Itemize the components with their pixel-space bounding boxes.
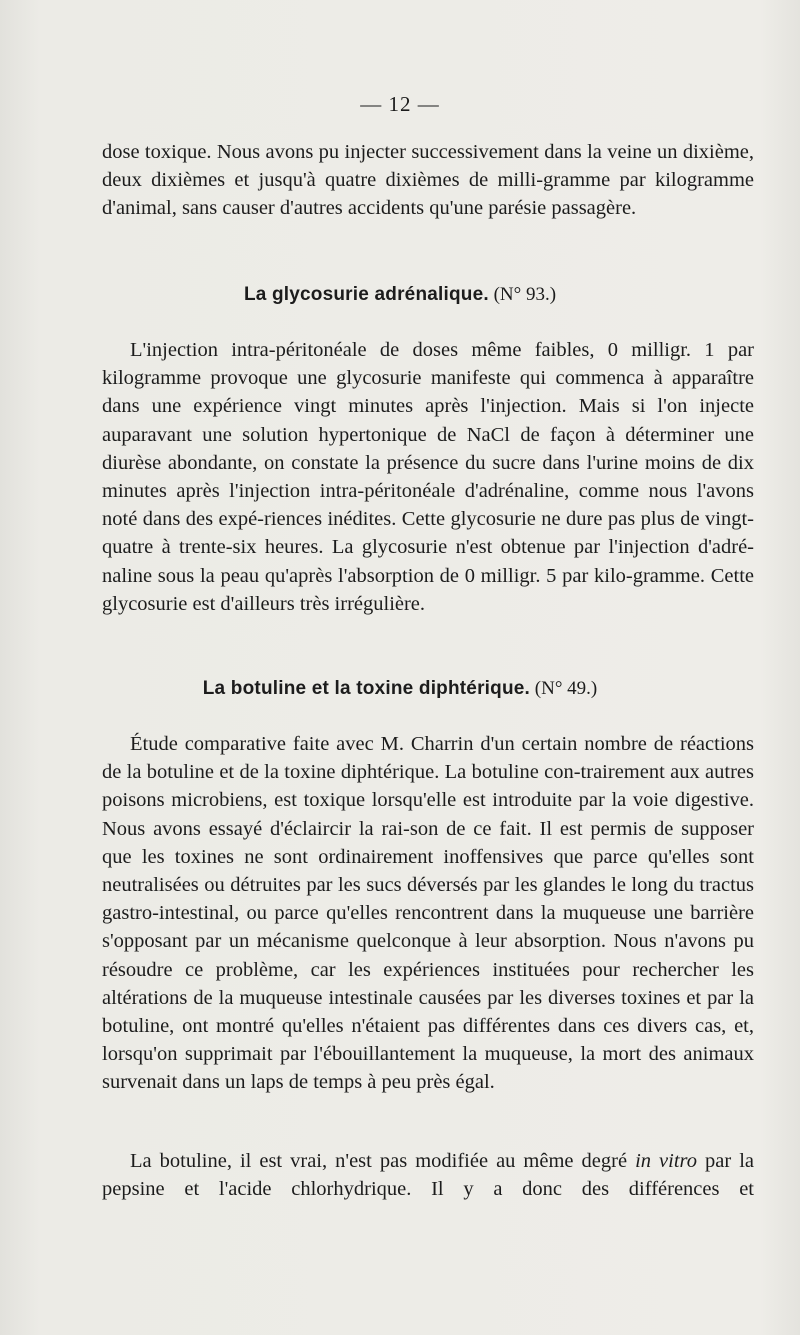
paragraph-dose-toxique: dose toxique. Nous avons pu injecter successivement dans la veine un dixième, deux dixièmes et jusqu'à quatre dixièmes de milli-gramme par kilogramme d'animal, sans causer d'autres accidents qu'une parésie passagère. bbox=[102, 141, 754, 220]
paragraph-glycosurie: L'injection intra-péritonéale de doses même faibles, 0 milligr. 1 par kilogramme provoque une glycosurie manifeste qui commenca à apparaître dans une expérience vingt minutes après l'injection. Mais si l'on injecte auparavant une solution hypertonique de NaCl de façon à déterminer une diurèse abondante, on constate la présence du sucre dans l'urine moins de dix minutes après l'injection intra-péritonéale d'adrénaline, comme nous l'avons noté dans des expé-riences inédites. Cette glycosurie ne dure pas plus de vingt-quatre à trente-six heures. La glycosurie n'est obtenue par l'injection d'adré-naline sous la peau qu'après l'absorption de 0 milligr. 5 par kilo-gramme. Cette glycosurie est d'ailleurs très irrégulière. bbox=[102, 339, 754, 615]
section-reference: (N° 49.) bbox=[534, 678, 598, 699]
paragraph-botuline-continued bbox=[102, 1147, 754, 1203]
italic-phrase: in vitro bbox=[635, 1150, 697, 1172]
section-title: La glycosurie adrénalique. bbox=[243, 284, 489, 305]
section-heading-botuline bbox=[0, 678, 800, 700]
section-reference: (N° 93.) bbox=[493, 284, 557, 305]
section-heading-glycosurie bbox=[0, 284, 800, 306]
section-title: La botuline et la toxine diphtérique. bbox=[202, 678, 531, 699]
paragraph-text: La botuline, il est vrai, n'est pas modifiée au même degré bbox=[130, 1150, 628, 1172]
page-number: — 12 — bbox=[360, 92, 440, 116]
paragraph-botuline: Étude comparative faite avec M. Charrin d'un certain nombre de réactions de la botuline et de la toxine diphtérique. La botuline con-trairement aux autres poisons microbiens, est toxique lorsqu'elle est introduite par la voie digestive. Nous avons essayé d'éclaircir la rai-son de ce fait. Il est permis de supposer que les toxines ne sont ordinairement inoffensives que parce qu'elles sont neutralisées ou détruites par les sucs déversés par les glandes le long du tractus gastro-intestinal, ou parce qu'elles rencontrent dans la muqueuse une barrière s'opposant par un mécanisme quelconque à leur absorption. Nous n'avons pu résoudre ce problème, car les expériences instituées pour rechercher les altérations de la muqueuse intestinale causées par les diverses toxines et par la botuline, ont montré qu'elles n'étaient pas différentes dans ces divers cas, et, lorsqu'on supprimait par l'ébouillantement la muqueuse, la mort des animaux survenait dans un laps de temps à peu près égal. bbox=[102, 733, 754, 1094]
paragraph-text: par la pepsine et l'acide chlorhydrique. Il y a donc des différences et bbox=[102, 1150, 754, 1201]
